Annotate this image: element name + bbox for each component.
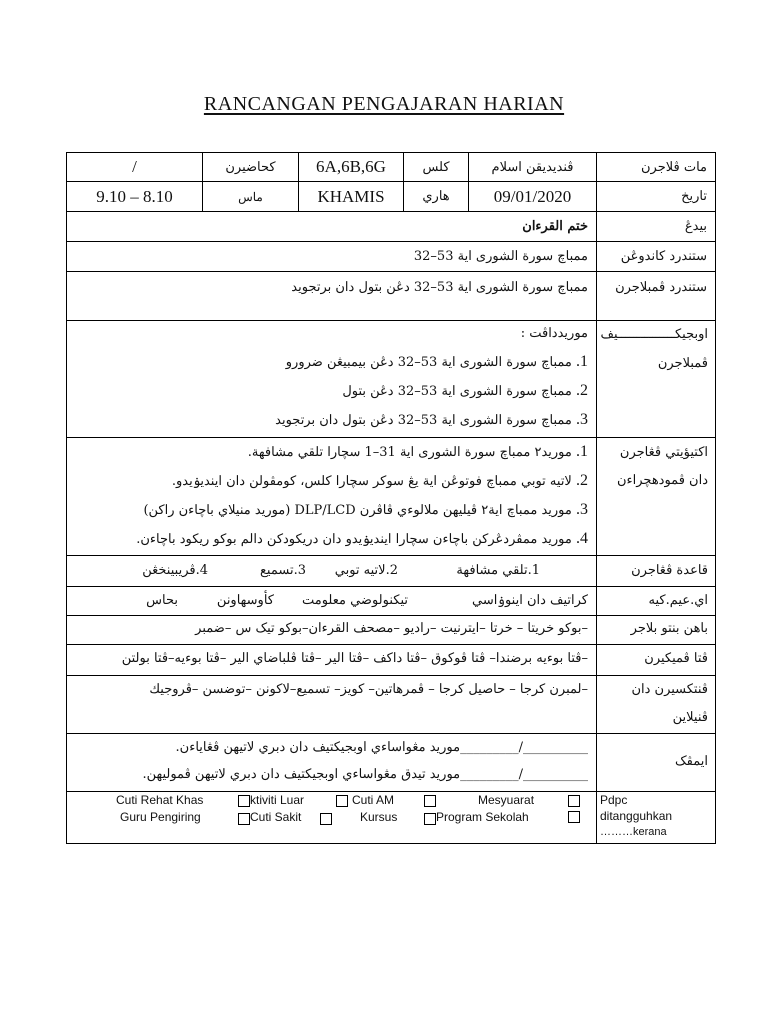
- pdpc-note-2: ditangguhkan: [600, 809, 673, 823]
- cuti-rehat-khas-checkbox[interactable]: [238, 795, 250, 807]
- checkbox-label: Cuti Sakit: [250, 810, 302, 824]
- class-value: 6A,6B,6G: [316, 157, 386, 176]
- eemk-label: اي.عيم.کيه: [648, 593, 708, 608]
- method-label: قاعدة ڤڠاجرن: [631, 563, 708, 578]
- method-item: 4.ڤريبينخڠن: [142, 563, 208, 578]
- assessment-label: ڤنتکسيرن دان: [631, 682, 708, 697]
- topic-value: ختم القرءان: [522, 219, 588, 234]
- page-title: RANCANGAN PENGAJARAN HARIAN: [203, 93, 565, 115]
- method-item: 1.تلقي مشافهة: [456, 563, 540, 578]
- activity-item: 1. موريد٢ ممباچ سورة الشورى اية 31–1 سچارا تلقي مشافهة.: [247, 443, 588, 460]
- reflection-label: ايمڤک: [675, 754, 708, 769]
- assessment-label-2: ڤنيلاين: [672, 710, 708, 725]
- objective-item: 1. ممباچ سورة الشورى اية 53–32 دڠن بيمبيڠن ضرورو: [285, 353, 588, 370]
- eemk-item: کأوسهاونن: [216, 593, 274, 608]
- reflection-line-2: __________/_________موريد تيدق مڠواساءي اوبجيکتيف دان دبري لاتيهن ڤموليهن.: [142, 767, 588, 782]
- time-label: ماس: [238, 189, 263, 204]
- subject-value: ڤنديديقن اسلام: [491, 159, 574, 175]
- objectives-intro: موريدداڤت :: [520, 326, 588, 341]
- method-item: 3.تسميع: [260, 563, 306, 578]
- checkbox-label: ktiviti Luar: [250, 793, 305, 807]
- attendance-label: کحاضيرن: [225, 159, 276, 175]
- eemk-item: تيکنولوضي معلومت: [301, 593, 408, 608]
- topic-label: بيدڠ: [684, 219, 707, 234]
- guru-pengiring-checkbox[interactable]: [238, 813, 250, 825]
- checkbox-label: Guru Pengiring: [120, 810, 201, 824]
- eemk-item: کراتيف دان اينوۏاسي: [471, 593, 588, 608]
- activities-label-2: دان ڤمودهچراءن: [616, 473, 708, 488]
- activity-item: 2. لاتيه توبي ممباچ فوتوڠن اية يڠ سوکر سچارا کلس، کومڤولن دان اينديۏيدو.: [171, 472, 588, 489]
- learning-standard-label: ستندرد ڤمبلاجرن: [615, 279, 707, 295]
- class-label: کلس: [422, 159, 450, 175]
- materials-value: –بوکو خريتا – خرتا –ايترنيت –راديو –مصحف القرءان–بوکو تيک س –ضمبر: [195, 621, 588, 636]
- checkbox-label: Mesyuarat: [478, 793, 535, 807]
- checkbox-label: Cuti Rehat Khas: [116, 793, 204, 807]
- cuti-sakit-checkbox[interactable]: [320, 813, 332, 825]
- date-value: 09/01/2020: [493, 186, 572, 206]
- checkbox-label: Kursus: [360, 810, 398, 824]
- kursus-checkbox[interactable]: [424, 813, 436, 825]
- objectives-label-2: ڤمبلاجرن: [657, 356, 708, 371]
- aktiviti-luar-checkbox[interactable]: [336, 795, 348, 807]
- materials-label: باهن بنتو بلاجر: [630, 621, 708, 636]
- checkbox-label: Cuti AM: [352, 793, 395, 807]
- activities-label: اکتيؤيتي ڤڠاجرن: [619, 445, 708, 460]
- content-standard-label: ستندرد کاندوڠن: [620, 249, 707, 264]
- objective-item: 3. ممباچ سورة الشورى اية 53–32 دڠن بتول دان برتجويد: [275, 411, 588, 428]
- attendance-value: /: [132, 157, 137, 176]
- eemk-item: بحاس: [146, 593, 178, 608]
- assessment-value: –لمبرن کرجا – حاصيل کرجا – ڤمرهاتين– کويز– تسميع–لاکونن –توضسن –ڤروجيك: [149, 682, 588, 697]
- activity-item: 4. موريد ممڤردڠرکن باچاءن سچارا اينديۏيدو دان دريکودکن دالم بوکو ريکود باچاءن.: [136, 530, 588, 547]
- time-value: 9.10 – 8.10: [96, 186, 173, 206]
- thinking-map-label: ڤتا ڤميکيرن: [644, 651, 708, 666]
- date-label: تاريخ: [681, 189, 707, 204]
- learning-standard-value: ممباچ سورة الشورى اية 53–32 دڠن بتول دان برتجويد: [291, 279, 588, 295]
- pdpc-note-3: ………kerana: [600, 826, 667, 838]
- mesyuarat-checkbox[interactable]: [568, 795, 580, 807]
- activity-item: 3. موريد ممباچ اية٢ ڤيليهن ملالوءي ڤاڤرن DLP/LCD (موريد منيلاي باچاءن راکن): [143, 501, 588, 518]
- method-item: 2.لاتيه توبي: [334, 563, 398, 578]
- objective-item: 2. ممباچ سورة الشورى اية 53–32 دڠن بتول: [342, 382, 588, 399]
- checkbox-label: Program Sekolah: [436, 810, 529, 824]
- subject-label: مات ڤلاجرن: [640, 159, 707, 175]
- content-standard-value: ممباچ سورة الشورى اية 53–32: [413, 249, 588, 264]
- day-label: هاري: [422, 189, 450, 204]
- thinking-map-value: –ڤتا بوءيه برضندا– ڤتا ڤوکوق –ڤتا داکف –ڤتا الير –ڤتا ڤلباضاي الير –ڤتا بوءيه–ڤتا بولتن: [121, 651, 588, 666]
- pdpc-note: Pdpc: [600, 793, 628, 807]
- program-sekolah-checkbox[interactable]: [568, 811, 580, 823]
- day-value: KHAMIS: [317, 186, 385, 206]
- cuti-am-checkbox[interactable]: [424, 795, 436, 807]
- objectives-label: اوبجيکـــــــــــــــيف: [600, 327, 708, 342]
- reflection-line-1: __________/_________موريد مڠواساءي اوبجيکتيف دان دبري لاتيهن ڤڠاياءن.: [175, 740, 588, 755]
